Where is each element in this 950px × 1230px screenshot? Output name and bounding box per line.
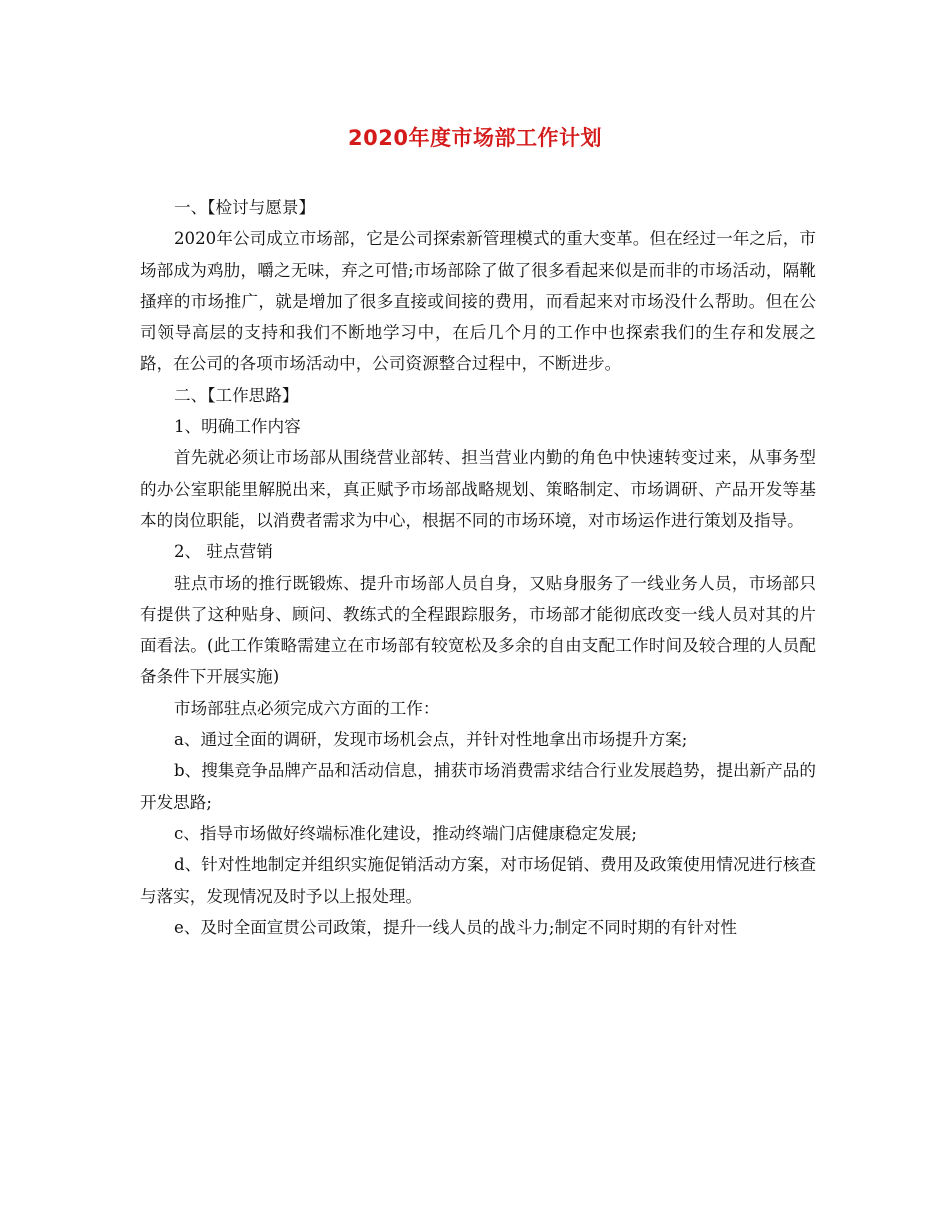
list-item-c: c、指导市场做好终端标准化建设，推动终端门店健康稳定发展; bbox=[174, 823, 637, 843]
list-item-b: b、搜集竞争品牌产品和活动信息，捕获市场消费需求结合行业发展趋势，提出新产品的开发思路; bbox=[140, 761, 816, 812]
list-item-e: e、及时全面宣贯公司政策，提升一线人员的战斗力;制定不同时期的有针对性 bbox=[174, 917, 738, 937]
document-title: 2020年度市场部工作计划 bbox=[348, 126, 602, 150]
paragraph-six-tasks: 市场部驻点必须完成六方面的工作： bbox=[174, 698, 440, 718]
document-body bbox=[140, 192, 816, 943]
section-heading-review: 一、【检讨与愿景】 bbox=[174, 198, 316, 217]
paragraph-stationed-marketing: 驻点市场的推行既锻炼、提升市场部人员自身，又贴身服务了一线业务人员，市场部只有提供了这种贴身、顾问、教练式的全程跟踪服务，市场部才能彻底改变一线人员对其的片面看法。(此工作策略需建立在市场部有较宽松及多余的自由支配工作时间及较合理的人员配备条件下开展实施) bbox=[140, 573, 816, 687]
section-heading-ideas: 二、【工作思路】 bbox=[174, 385, 299, 405]
subheading-work-content: 1、明确工作内容 bbox=[174, 417, 301, 437]
subheading-stationed-marketing: 2、 驻点营销 bbox=[174, 542, 273, 562]
list-item-a: a、通过全面的调研，发现市场机会点，并针对性地拿出市场提升方案; bbox=[174, 730, 688, 750]
list-item-d: d、针对性地制定并组织实施促销活动方案，对市场促销、费用及政策使用情况进行核查与落实，发现情况及时予以上报处理。 bbox=[140, 855, 816, 906]
paragraph-work-content: 首先就必须让市场部从围绕营业部转、担当营业内勤的角色中快速转变过来，从事务型的办公室职能里解脱出来，真正赋予市场部战略规划、策略制定、市场调研、产品开发等基本的岗位职能，以消费者需求为中心，根据不同的市场环境，对市场运作进行策划及指导。 bbox=[140, 448, 816, 530]
paragraph-review: 2020年公司成立市场部，它是公司探索新管理模式的重大变革。但在经过一年之后，市场部成为鸡肋，嚼之无味，弃之可惜;市场部除了做了很多看起来似是而非的市场活动，隔靴搔痒的市场推广，就是增加了很多直接或间接的费用，而看起来对市场没什么帮助。但在公司领导高层的支持和我们不断地学习中，在后几个月的工作中也探索我们的生存和发展之路，在公司的各项市场活动中，公司资源整合过程中，不断进步。 bbox=[140, 229, 816, 374]
